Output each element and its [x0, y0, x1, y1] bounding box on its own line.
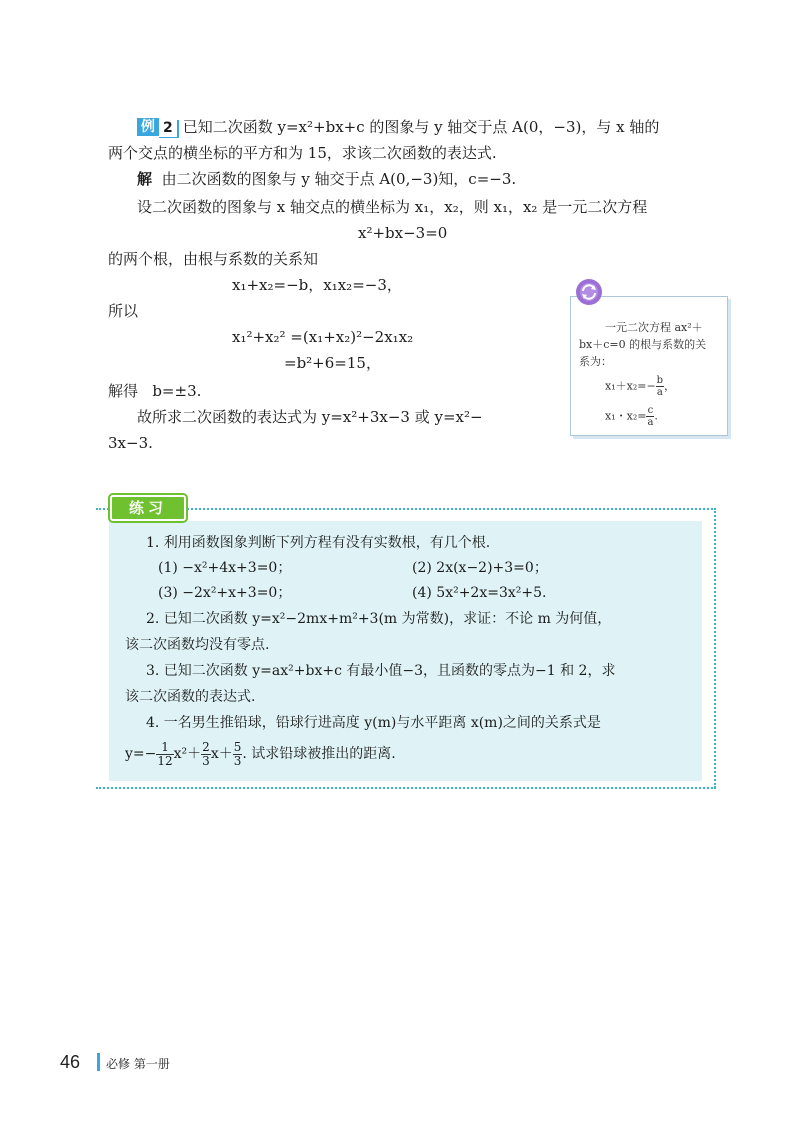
- refresh-icon: [574, 277, 604, 307]
- exercise-q4-formula: y=− $\frac{1}{12}$ x²＋ $\frac{2}{3}$ x＋ $\frac{5}{3}$ . 试求铅球被推出的距离.: [125, 739, 396, 768]
- fraction-c-over-a: $\frac{c}{a}$: [647, 405, 654, 428]
- exercise-q3-line1: 3. 已知二次函数 y=ax²+bx+c 有最小值−3，且函数的零点为−1 和 2，求: [146, 663, 616, 679]
- fraction-b-over-a: $\frac{b}{a}$: [656, 375, 664, 398]
- exercise-title: 练习: [110, 495, 186, 521]
- exercise-q4-line1: 4. 一名男生推铅球，铅球行进高度 y(m)与水平距离 x(m)之间的关系式是: [146, 715, 601, 731]
- example-number: 2: [159, 120, 179, 138]
- side-note-line3: 系为：: [579, 355, 612, 368]
- jiede-value: b=±3.: [152, 382, 202, 400]
- exercise-q1-b: (2) 2x(x−2)+3=0；: [412, 560, 548, 576]
- jiede-label: 解得: [108, 382, 139, 400]
- side-note-line1: 一元二次方程 ax²＋: [605, 321, 703, 334]
- solution-line1: [137, 168, 516, 190]
- exercise-bottom-border: [96, 787, 716, 789]
- example-2-heading: [137, 116, 659, 138]
- exercise-right-border: [714, 508, 716, 788]
- quadratic-equation: x²+bx−3=0: [358, 224, 448, 242]
- answer-line1: 故所求二次函数的表达式为 y=x²+3x−3 或 y=x²−: [137, 408, 483, 426]
- side-note-formula-sum: x₁＋x₂=− $\frac{b}{a}$ ，: [605, 375, 676, 398]
- exercise-q1-c: (3) −2x²+x+3=0；: [158, 585, 292, 601]
- fraction-2-over-3: $\frac{2}{3}$: [202, 739, 210, 768]
- page-number: 46: [60, 1052, 81, 1072]
- vieta-formulas: x₁+x₂=−b，x₁x₂=−3，: [232, 276, 402, 294]
- exercise-q1: 1. 利用函数图象判断下列方程有没有实数根，有几个根.: [146, 535, 491, 551]
- book-title: 必修 第一册: [106, 1057, 170, 1071]
- solution-line2: 设二次函数的图象与 x 轴交点的横坐标为 x₁，x₂，则 x₁，x₂ 是一元二次方程: [137, 198, 648, 216]
- square-sum-line1: x₁²+x₂² =(x₁+x₂)²−2x₁x₂: [232, 328, 414, 346]
- suoyi-label: 所以: [108, 302, 139, 320]
- exercise-q2-line1: 2. 已知二次函数 y=x²−2mx+m²+3(m 为常数)，求证：不论 m 为何值，: [146, 611, 612, 627]
- example-badge: 例: [137, 118, 159, 136]
- exercise-q1-d: (4) 5x²+2x=3x²+5.: [412, 585, 547, 601]
- example-problem-line1: 已知二次函数 y=x²+bx+c 的图象与 y 轴交于点 A(0，−3)，与 x 轴的: [182, 118, 660, 136]
- side-note-box: [570, 296, 728, 436]
- solution-text1: 由二次函数的图象与 y 轴交于点 A(0,−3)知，c=−3.: [161, 170, 517, 188]
- footer-divider: [97, 1053, 100, 1071]
- roots-relation-text: 的两个根，由根与系数的关系知: [108, 250, 319, 268]
- exercise-q2-line2: 该二次函数均没有零点.: [125, 637, 270, 653]
- solution-label: 解: [137, 170, 153, 188]
- exercise-q1-a: (1) −x²+4x+3=0；: [158, 560, 292, 576]
- jiede-line: [108, 380, 201, 402]
- example-problem-line2: 两个交点的横坐标的平方和为 15，求该二次函数的表达式.: [108, 144, 497, 162]
- square-sum-line2: =b²+6=15，: [284, 354, 381, 372]
- answer-line2: 3x−3.: [108, 434, 153, 452]
- side-note-formula-product: x₁・x₂= $\frac{c}{a}$ .: [605, 405, 658, 428]
- side-note-line2: bx＋c=0 的根与系数的关: [579, 338, 707, 351]
- fraction-5-over-3: $\frac{5}{3}$: [233, 739, 242, 768]
- exercise-q3-line2: 该二次函数的表达式.: [125, 689, 256, 705]
- fraction-1-over-12: $\frac{1}{12}$: [157, 739, 173, 768]
- exercise-top-border: [96, 508, 716, 510]
